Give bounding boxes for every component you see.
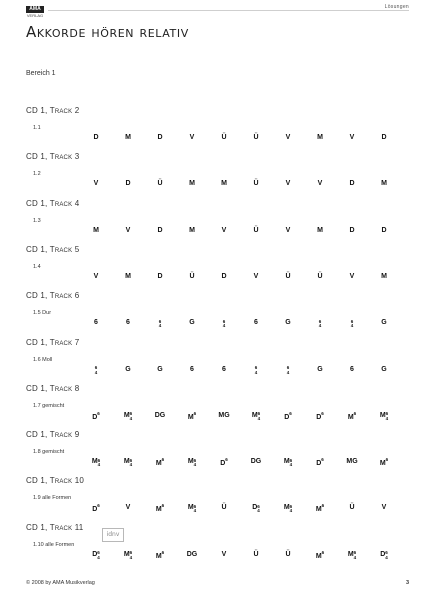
chord-answer: M xyxy=(93,226,99,234)
chord-answer: D xyxy=(157,226,163,234)
chord-answer: $M^6$ xyxy=(155,503,165,514)
chord-answer: D xyxy=(157,272,163,280)
chord-answer: MG xyxy=(346,458,358,466)
chord-answer: M xyxy=(221,180,227,188)
chord-answer: M 6 4 xyxy=(283,457,293,468)
chord-answer: Ü xyxy=(221,504,227,512)
track-heading: CD 1, Track 8 xyxy=(26,383,80,393)
page-title: Akkorde hören relativ xyxy=(26,23,189,41)
chord-answer: 6 4 xyxy=(318,318,322,329)
exercise-label: 1.7 gemischt xyxy=(33,402,65,409)
chord-answer: D xyxy=(93,134,99,141)
chord-answer: 6 xyxy=(126,319,130,327)
chord-answer: G xyxy=(157,365,163,373)
chord-answer: M xyxy=(317,226,323,234)
chord-answer: Ü xyxy=(221,134,227,141)
chord-answer: 6 xyxy=(94,319,98,327)
chord-answer: V xyxy=(93,272,99,280)
exercise-label: 1.9 alle Formen xyxy=(33,495,72,502)
chord-answer: Ü xyxy=(253,134,259,141)
chord-answer: V xyxy=(285,134,291,141)
chord-answer: V xyxy=(125,504,131,512)
chord-answer: M 6 4 xyxy=(123,550,133,560)
chord-answer: V xyxy=(221,226,227,234)
chord-answer: Ü xyxy=(253,180,259,188)
exercise-label: 1.2 xyxy=(33,171,41,178)
chord-answer: G xyxy=(285,319,291,327)
chord-answer: V xyxy=(317,180,323,188)
track-block xyxy=(0,476,427,521)
chord-answer: V xyxy=(221,550,227,558)
chord-answer: 6 4 xyxy=(254,365,258,375)
chord-answer: 6 xyxy=(350,365,354,373)
chord-answer: M 6 4 xyxy=(91,457,101,468)
chord-answer: M 6 4 xyxy=(123,411,133,421)
chord-answer: V xyxy=(125,226,131,234)
chord-answer: Ü xyxy=(189,272,195,280)
chord-answer: V xyxy=(349,134,355,141)
track-block xyxy=(0,430,427,475)
chord-answer: V xyxy=(253,272,259,280)
chord-answer: M 6 4 xyxy=(347,550,357,560)
chord-answer: G xyxy=(189,319,195,327)
chord-answer: M xyxy=(189,180,195,188)
chord-answer: 6 4 xyxy=(158,318,162,329)
chord-answer: 6 4 xyxy=(286,365,290,375)
chord-answer: DG xyxy=(250,458,262,466)
exercise-label: 1.5 Dur xyxy=(33,310,52,317)
chord-answer: $M^6$ xyxy=(379,457,389,468)
track-block xyxy=(0,152,427,197)
chord-answer: D xyxy=(381,134,387,141)
chord-answer: V xyxy=(93,180,99,188)
logo-bottom-text: VERLAG xyxy=(26,13,44,18)
track-heading: CD 1, Track 6 xyxy=(26,291,80,301)
chord-answer: Ü xyxy=(157,180,163,188)
chord-answer: D 6 4 xyxy=(380,550,388,560)
chord-answer: V xyxy=(285,226,291,234)
logo-top-text: AMA xyxy=(26,6,44,13)
chord-answer: 6 4 xyxy=(222,318,226,329)
track-heading: CD 1, Track 3 xyxy=(26,152,80,162)
chord-answer: 6 4 xyxy=(350,318,354,329)
chord-answer: G xyxy=(381,319,387,327)
chord-answer: Ü xyxy=(253,550,259,558)
track-block xyxy=(0,523,427,568)
chord-answer: Ü xyxy=(285,272,291,280)
chord-answer: Ü xyxy=(285,550,291,558)
track-block xyxy=(0,291,427,336)
chord-answer: D 6 4 xyxy=(252,503,260,514)
track-heading: CD 1, Track 9 xyxy=(26,430,80,440)
chord-answer: V xyxy=(189,134,195,141)
chord-answer: M 6 4 xyxy=(187,457,197,468)
chord-answer: M xyxy=(381,180,387,188)
page-number: 3 xyxy=(405,580,409,586)
header-rule xyxy=(48,10,409,11)
track-block xyxy=(0,384,427,429)
chord-answer: $D^6$ xyxy=(316,410,324,421)
exercise-label: 1.6 Moll xyxy=(33,356,53,363)
chord-answer: $D^6$ xyxy=(220,457,228,468)
chord-answer: D xyxy=(221,272,227,280)
chord-answer: 6 4 xyxy=(94,365,98,375)
chord-answer: $M^6$ xyxy=(315,503,325,514)
track-heading: CD 1, Track 11 xyxy=(26,522,84,532)
chord-answer: $M^6$ xyxy=(315,549,325,560)
chord-answer: M 6 4 xyxy=(187,503,197,514)
track-heading: CD 1, Track 2 xyxy=(26,106,80,115)
chord-answer: M xyxy=(381,272,387,280)
track-block xyxy=(0,199,427,244)
track-block xyxy=(0,106,427,151)
track-heading: CD 1, Track 7 xyxy=(26,337,80,347)
chord-answer: 6 xyxy=(190,365,194,373)
chord-answer: D xyxy=(157,134,163,141)
chord-answer: D xyxy=(349,180,355,188)
chord-answer: G xyxy=(381,365,387,373)
exercise-label: 1.3 xyxy=(33,217,41,224)
chord-answer: M 6 4 xyxy=(379,411,389,421)
chord-answer: D 6 4 xyxy=(92,550,100,560)
exercise-label: 1.8 gemischt xyxy=(33,449,65,456)
chord-answer: $M^6$ xyxy=(155,457,165,468)
section-heading: Bereich 1 xyxy=(26,70,56,77)
chord-answer: Ü xyxy=(349,504,355,512)
chord-answer: $D^6$ xyxy=(92,503,100,514)
chord-answer: $M^6$ xyxy=(187,410,197,421)
track-block xyxy=(0,338,427,383)
exercise-label: 1.1 xyxy=(33,125,41,131)
watermark-stamp: idnv xyxy=(102,528,124,542)
chord-answer: G xyxy=(125,365,131,373)
chord-answer: D xyxy=(381,226,387,234)
track-heading: CD 1, Track 5 xyxy=(26,244,80,254)
chord-answer: $D^6$ xyxy=(316,457,324,468)
publisher-logo xyxy=(26,6,44,18)
chord-answer: DG xyxy=(154,411,166,419)
chord-answer: Ü xyxy=(253,226,259,234)
track-heading: CD 1, Track 10 xyxy=(26,476,85,486)
chord-answer: V xyxy=(349,272,355,280)
track-heading: CD 1, Track 4 xyxy=(26,198,80,208)
chord-answer: DG xyxy=(186,550,198,558)
track-block xyxy=(0,245,427,290)
chord-answer: M 6 4 xyxy=(251,411,261,421)
exercise-label: 1.10 alle Formen xyxy=(33,541,75,548)
chord-answer: M xyxy=(125,272,131,280)
chord-answer: $M^6$ xyxy=(155,549,165,560)
chord-answer: 6 xyxy=(222,365,226,373)
chord-answer: Ü xyxy=(317,272,323,280)
chord-answer: V xyxy=(285,180,291,188)
chord-answer: M xyxy=(125,134,131,141)
chord-answer: V xyxy=(381,504,387,512)
chord-answer: D xyxy=(349,226,355,234)
chord-answer: $D^6$ xyxy=(92,410,100,421)
footer-copyright: © 2008 by AMA Musikverlag xyxy=(26,580,95,586)
section-label: Lösungen xyxy=(381,4,409,10)
chord-answer: M xyxy=(189,226,195,234)
chord-answer: M 6 4 xyxy=(123,457,133,468)
chord-answer: G xyxy=(317,365,323,373)
exercise-label: 1.4 xyxy=(33,263,41,270)
chord-answer: D xyxy=(125,180,131,188)
chord-answer: MG xyxy=(218,411,230,419)
chord-answer: M 6 4 xyxy=(283,503,293,514)
chord-answer: $M^6$ xyxy=(347,410,357,421)
chord-answer: $D^6$ xyxy=(284,410,292,421)
chord-answer: 6 xyxy=(254,319,258,327)
chord-answer: M xyxy=(317,134,323,141)
